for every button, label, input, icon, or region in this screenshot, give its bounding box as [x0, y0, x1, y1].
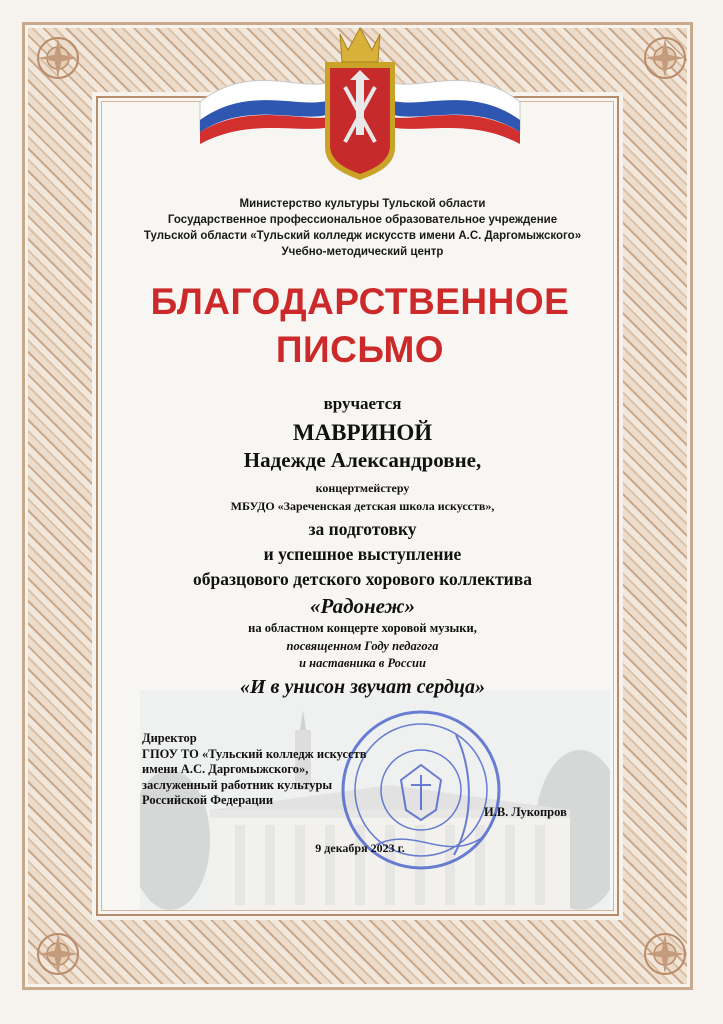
tula-coat-of-arms-emblem [190, 22, 530, 182]
reason-line-2: и успешное выступление [263, 544, 462, 564]
recipient-organization: МБУДО «Зареченская детская школа искусств», [230, 499, 495, 513]
signatory-title: Директор [142, 731, 197, 745]
institution-name-line: Тульской области «Тульский колледж искусств имени А.С. Даргомыжского» [143, 230, 582, 242]
ministry-line: Министерство культуры Тульской области [239, 198, 486, 210]
corner-ornament-icon [30, 30, 86, 86]
department-line: Учебно-методический центр [281, 246, 444, 258]
reason-line-1: за подготовку [308, 519, 417, 539]
corner-ornament-icon [637, 30, 693, 86]
recipient-position: концертмейстеру [315, 481, 410, 495]
issue-date: 9 декабря 2023 г. [315, 841, 405, 855]
institution-type-line: Государственное профессиональное образовательное учреждение [167, 214, 558, 226]
recipient-surname: МАВРИНОЙ [292, 420, 433, 445]
issuer-header [110, 196, 615, 260]
concert-line-3: и наставника в России [299, 656, 426, 670]
awarded-text: вручается [323, 394, 402, 413]
collective-name: «Радонеж» [310, 594, 415, 618]
signer-name: И.В. Лукопров [484, 805, 567, 819]
signatory-honor-cont: Российской Федерации [142, 793, 274, 807]
reason-line-3: образцового детского хорового коллектива [193, 569, 532, 589]
signatory-honor: заслуженный работник культуры [142, 777, 333, 792]
corner-ornament-icon [637, 926, 693, 982]
signatory-institution-cont: имени А.С. Даргомыжского», [142, 762, 309, 776]
title-line-2: ПИСЬМО [275, 329, 445, 370]
signatory-block [142, 731, 422, 809]
concert-line-1: на областном концерте хоровой музыки, [248, 621, 477, 635]
title-line-1: БЛАГОДАРСТВЕННОЕ [150, 281, 570, 322]
concert-line-2: посвященном Году педагога [286, 639, 439, 653]
concert-motto: «И в унисон звучат сердца» [239, 676, 486, 698]
document-title [100, 278, 620, 374]
signatory-institution: ГПОУ ТО «Тульский колледж искусств [142, 746, 367, 761]
recipient-name: Надежде Александровне, [243, 448, 482, 472]
corner-ornament-icon [30, 926, 86, 982]
